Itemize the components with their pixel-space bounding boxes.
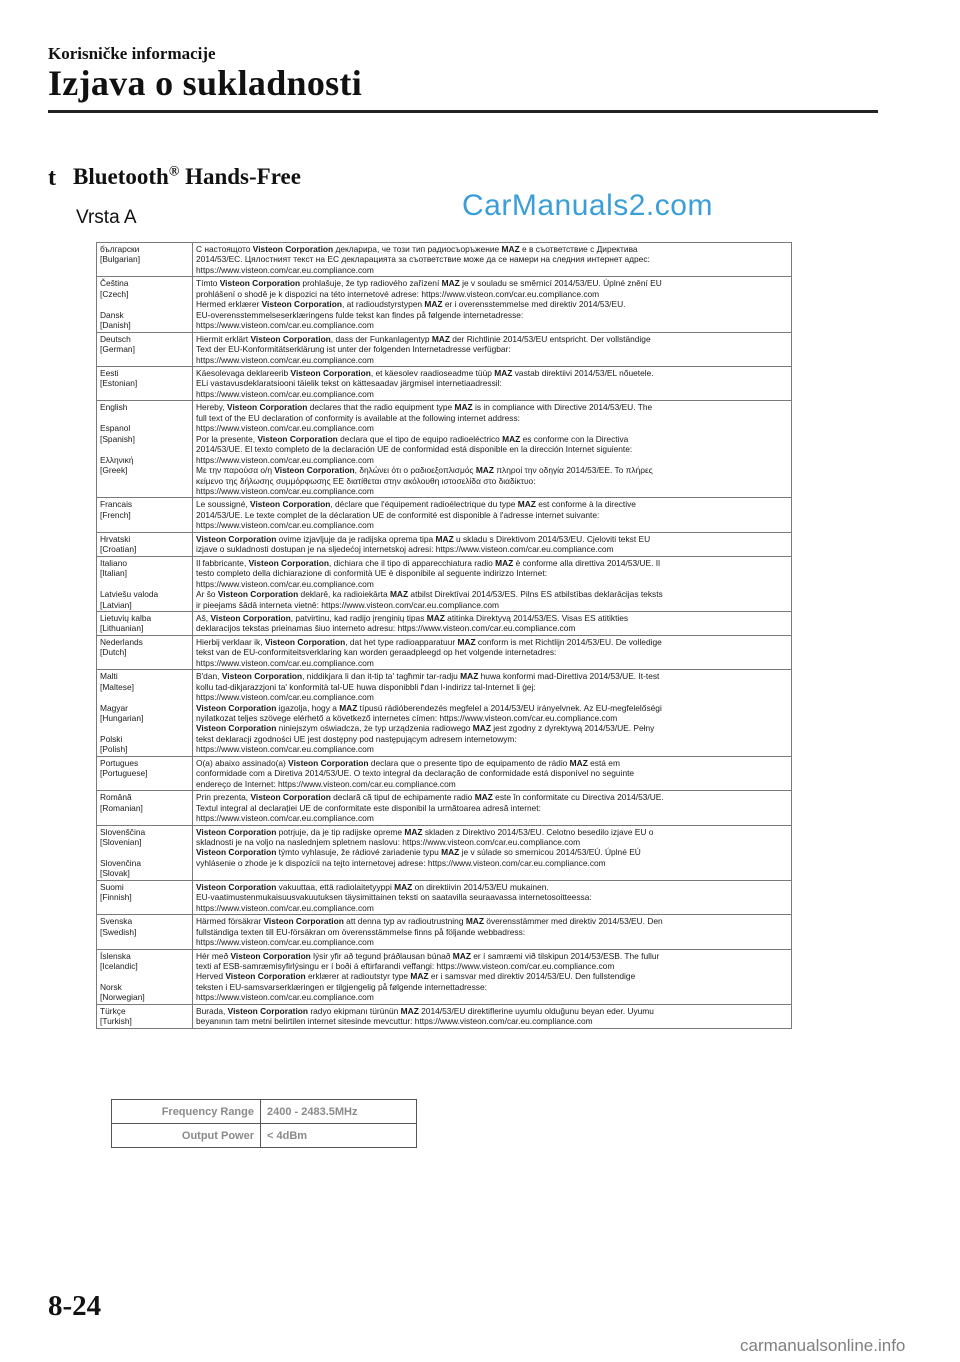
declaration-line: https://www.visteon.com/car.eu.compliance.com	[196, 657, 374, 668]
declaration-text-cell	[193, 670, 792, 757]
language-name: български	[100, 244, 140, 254]
declaration-line: Hereby, Visteon Corporation declares that the radio equipment type MAZ is in compliance with Directive 2014/53/EU. The	[196, 402, 653, 413]
declaration-line: κείμενο της δήλωσης συμμόρφωσης ΕΕ διατίθεται στην ακόλουθη ιστοσελίδα στο διαδίκτυο:	[196, 475, 536, 486]
type-subheading: Vrsta A	[76, 207, 137, 228]
declaration-line: 2014/53/UE. Le texte complet de la déclaration UE de conformité est disponible à l'adresse internet suivante:	[196, 509, 600, 520]
declaration-text-cell	[193, 277, 792, 332]
declaration-line: Hiermit erklärt Visteon Corporation, dass der Funkanlagentyp MAZ der Richtlinie 2014/53/EU entspricht. Der vollständige	[196, 333, 651, 344]
declaration-row	[97, 401, 792, 498]
language-code: [Romanian]	[100, 802, 143, 813]
language-name: Malti	[100, 671, 118, 682]
declaration-line: https://www.visteon.com/car.eu.compliance.com	[196, 485, 374, 496]
declaration-row	[97, 498, 792, 532]
declaration-text-cell	[193, 825, 792, 880]
declaration-text-cell	[193, 915, 792, 949]
language-code: [Polish]	[100, 744, 128, 755]
registered-mark: ®	[168, 164, 180, 180]
declaration-line: https://www.visteon.com/car.eu.compliance.com	[196, 264, 374, 275]
declaration-line: Visteon Corporation vakuuttaa, että radiolaitetyyppi MAZ on direktiivin 2014/53/EU mukainen.	[196, 881, 549, 892]
language-code: [Lithuanian]	[100, 623, 144, 634]
declaration-line: https://www.visteon.com/car.eu.compliance.com	[196, 937, 374, 948]
declaration-line: texti af ESB-samræmisyfirlýsingu er í boði á eftirfarandi veffangi: https://www.visteon.com/car.eu.compliance.com	[196, 961, 615, 971]
declaration-row	[97, 756, 792, 790]
language-code: [Dutch]	[100, 647, 127, 658]
declaration-text-cell	[193, 366, 792, 400]
spec-table	[111, 1099, 417, 1148]
declaration-line: Visteon Corporation potrjuje, da je tip radijske opreme MAZ skladen z Direktivo 2014/53/EU. Celotno besedilo izjave EU o	[196, 826, 654, 837]
spec-row-power	[112, 1124, 417, 1148]
language-cell	[97, 825, 193, 880]
declaration-line: nyilatkozat teljes szövege elérhető a következő internetes címen: https://www.visteon.com/car.eu.compliance.com	[196, 713, 618, 724]
language-code: [Czech]	[100, 288, 129, 299]
header-rule	[48, 110, 878, 113]
declaration-line: kollu tad-dikjarazzjoni ta' konformità tal-UE huwa disponibbli f'dan l-indirizz tal-Internet li ġej:	[196, 681, 536, 692]
declaration-row	[97, 277, 792, 332]
declaration-text-cell	[193, 498, 792, 532]
declaration-text-cell	[193, 611, 792, 635]
language-name: Italiano	[100, 557, 128, 568]
language-cell	[97, 1004, 193, 1028]
language-name: Latviešu valoda	[100, 589, 159, 600]
language-code: [Hungarian]	[100, 713, 144, 724]
declaration-line: Il fabbricante, Visteon Corporation, dichiara che il tipo di apparecchiatura radio MAZ è conforme alla direttiva 2014/53/UE. Il	[196, 557, 660, 568]
declaration-line: skladnosti je na voljo na naslednjem spletnem naslovu: https://www.visteon.com/car.eu.compliance.com	[196, 837, 581, 848]
language-name: Deutsch	[100, 333, 131, 344]
declaration-text-cell	[193, 556, 792, 611]
declaration-line: https://www.visteon.com/car.eu.compliance.com	[196, 320, 374, 331]
declaration-line: Aš, Visteon Corporation, patvirtinu, kad radijo įrenginių tipas MAZ atitinka Direktyvą 2014/53/ES. Visas ES atitikties	[196, 612, 629, 623]
language-code: [Danish]	[100, 320, 131, 331]
language-spacer	[100, 579, 189, 589]
language-code: [Turkish]	[100, 1016, 132, 1027]
language-code: [Italian]	[100, 568, 128, 579]
language-cell	[97, 556, 193, 611]
language-name: English	[100, 402, 128, 413]
declaration-text-cell	[193, 1004, 792, 1028]
declaration-line: EU-overensstemmelseserklæringens fulde tekst kan findes på følgende internetadresse:	[196, 309, 524, 320]
power-label: Output Power	[112, 1124, 261, 1148]
declaration-line: 2014/53/ЕС. Цялостният текст на ЕС декларацията за съответствие може да се намери на следния интернет адрес:	[196, 254, 650, 265]
declaration-line: Text der EU-Konformitätserklärung ist unter der folgenden Internetadresse verfügbar:	[196, 344, 511, 355]
declaration-line: 2014/53/UE. El texto completo de la declaración UE de conformidad está disponible en la dirección Internet siguiente:	[196, 444, 633, 455]
declaration-line: Ar šo Visteon Corporation deklarē, ka radioiekārta MAZ atbilst Direktīvai 2014/53/ES. Pilns ES atbilstības deklarācijas teksts	[196, 589, 663, 600]
declaration-text-cell	[193, 880, 792, 914]
language-spacer	[100, 444, 189, 454]
declaration-text-cell	[193, 791, 792, 825]
language-cell	[97, 277, 193, 332]
language-code: [Croatian]	[100, 544, 137, 555]
language-name: Slovenščina	[100, 826, 146, 837]
language-spacer	[100, 847, 189, 857]
declaration-line: https://www.visteon.com/car.eu.compliance.com	[196, 992, 374, 1003]
declaration-row	[97, 635, 792, 669]
declaration-line: Prin prezenta, Visteon Corporation declară că tipul de echipamente radio MAZ este în conformitate cu Directiva 2014/53/UE.	[196, 792, 664, 803]
language-code: [Finnish]	[100, 892, 132, 903]
language-cell	[97, 243, 193, 277]
watermark-top: CarManuals2.com	[462, 189, 713, 222]
declaration-row	[97, 243, 792, 277]
bluetooth-heading	[73, 164, 301, 190]
declaration-text-cell	[193, 949, 792, 1004]
language-code: [Spanish]	[100, 433, 135, 444]
declaration-line: Le soussigné, Visteon Corporation, déclare que l'équipement radioélectrique du type MAZ est conforme à la directive	[196, 499, 636, 510]
declaration-line: tekst deklaracji zgodności UE jest dostępny pod następującym adresem internetowym:	[196, 733, 517, 744]
language-name: Suomi	[100, 881, 124, 892]
declaration-line: Visteon Corporation igazolja, hogy a MAZ típusú rádióberendezés megfelel a 2014/53/EU irányelvnek. Az EU-megfelelőségi	[196, 702, 662, 713]
language-code: [Latvian]	[100, 599, 132, 610]
language-code: [Portuguese]	[100, 768, 148, 779]
language-cell	[97, 756, 193, 790]
declaration-text-cell	[193, 401, 792, 498]
declaration-text-cell	[193, 532, 792, 556]
declaration-line: testo completo della dichiarazione di conformità UE è disponibile al seguente indirizzo Internet:	[196, 568, 548, 579]
language-cell	[97, 670, 193, 757]
declaration-line: Visteon Corporation ovime izjavljuje da je radijska oprema tipa MAZ u skladu s Direktivom 2014/53/EU. Cjeloviti tekst EU	[196, 533, 651, 544]
language-code: [Icelandic]	[100, 961, 138, 971]
declaration-line: Με την παρούσα ο/η Visteon Corporation, δηλώνει ότι ο ραδιοεξοπλισμός MAZ πληροί την οδηγία 2014/53/ΕΕ. Το πλήρες	[196, 465, 653, 476]
language-code: [Bulgarian]	[100, 254, 141, 265]
declaration-line: https://www.visteon.com/car.eu.compliance.com	[196, 354, 374, 365]
language-cell	[97, 366, 193, 400]
declaration-line: https://www.visteon.com/car.eu.compliance.com	[196, 423, 374, 434]
declaration-line: ir pieejams šādā interneta vietnē: https://www.visteon.com/car.eu.compliance.com	[196, 599, 500, 610]
declaration-row	[97, 366, 792, 400]
frequency-label: Frequency Range	[112, 1100, 261, 1124]
language-name: Eesti	[100, 367, 119, 378]
heading-suffix: Hands-Free	[179, 164, 301, 189]
language-cell	[97, 611, 193, 635]
language-name: Dansk	[100, 309, 124, 320]
declaration-text-cell	[193, 332, 792, 366]
language-cell	[97, 401, 193, 498]
declaration-line: B'dan, Visteon Corporation, niddikjara li dan it-tip ta' tagħmir tar-radju MAZ huwa konformi mad-Direttiva 2014/53/UE. It-test	[196, 671, 660, 682]
declaration-line: Burada, Visteon Corporation radyo ekipmanı türünün MAZ 2014/53/EU direktiflerine uyumlu olduğunu beyan eder. Uyumu	[196, 1005, 654, 1016]
declaration-line: Visteon Corporation niniejszym oświadcza, że typ urządzenia radiowego MAZ jest zgodny z dyrektywą 2014/53/UE. Pełny	[196, 723, 655, 734]
declaration-row	[97, 915, 792, 949]
declaration-line: Käesolevaga deklareerib Visteon Corporation, et käesolev raadioseadme tüüp MAZ vastab direktiivi 2014/53/EL nõuetele.	[196, 367, 654, 378]
language-spacer	[100, 299, 189, 309]
declaration-line: Tímto Visteon Corporation prohlašuje, že typ radiového zařízení MAZ je v souladu se směrnicí 2014/53/EU. Úplné znění EU	[196, 278, 662, 289]
language-name: Română	[100, 792, 132, 803]
declaration-row	[97, 949, 792, 1004]
declaration-line: Hermed erklærer Visteon Corporation, at radioudstyrstypen MAZ er i overensstemmelse med direktiv 2014/53/EU.	[196, 299, 626, 310]
language-name: Portugues	[100, 757, 139, 768]
declaration-line: deklaracijos tekstas prieinamas šiuo interneto adresu: https://www.visteon.com/car.eu.compliance.com	[196, 623, 576, 634]
language-name: Slovenčina	[100, 857, 141, 868]
declaration-line: endereço de Internet: https://www.visteon.com/car.eu.compliance.com	[196, 778, 456, 789]
language-name: Svenska	[100, 916, 133, 927]
declaration-line: conformidade com a Diretiva 2014/53/UE. O texto integral da declaração de conformidade está disponível no seguinte	[196, 768, 635, 779]
declaration-line: Visteon Corporation týmto vyhlasuje, že rádiové zariadenie typu MAZ je v súlade so smernicou 2014/53/EÚ. Úplné EÚ	[196, 847, 641, 858]
language-code: [Swedish]	[100, 926, 137, 937]
declaration-row	[97, 611, 792, 635]
language-name: Polski	[100, 733, 123, 744]
declaration-row	[97, 556, 792, 611]
declaration-line: izjave o sukladnosti dostupan je na sljedećoj internetskoj adresi: https://www.visteon.com/car.eu.compliance.com	[196, 544, 614, 555]
language-name: Norsk	[100, 981, 122, 992]
declaration-row	[97, 332, 792, 366]
language-cell	[97, 915, 193, 949]
declaration-table-body	[97, 243, 792, 1029]
language-name: Íslenska	[100, 950, 131, 961]
language-spacer	[100, 971, 189, 981]
language-code: [Slovenian]	[100, 837, 142, 848]
language-name: Türkçe	[100, 1005, 126, 1016]
language-code: [Norwegian]	[100, 992, 145, 1003]
declaration-line: full text of the EU declaration of conformity is available at the following internet address:	[196, 412, 521, 423]
declaration-line: teksten i EU-samsvarserklæringen er tilgjengelig på følgende internettadresse:	[196, 981, 487, 992]
declaration-line: Hierbij verklaar ik, Visteon Corporation, dat het type radioapparatuur MAZ conform is met Richtlijn 2014/53/EU. De volledige	[196, 636, 662, 647]
declaration-table	[96, 242, 792, 1029]
declaration-text-cell	[193, 635, 792, 669]
declaration-text-cell	[193, 756, 792, 790]
bullet-marker: t	[48, 165, 56, 191]
language-cell	[97, 791, 193, 825]
declaration-text-cell	[193, 243, 792, 277]
language-name: Čeština	[100, 278, 129, 289]
declaration-line: beyanının tam metni belirtilen internet sitesinde mevcuttur: https://www.visteon.com/car.eu.compliance.com	[196, 1016, 593, 1027]
declaration-line: prohlášení o shodě je k dispozici na této internetové adrese: https://www.visteon.com/car.eu.compliance.com	[196, 288, 600, 299]
declaration-line: Por la presente, Visteon Corporation declara que el tipo de equipo radioeléctrico MAZ es conforme con la Directiva	[196, 433, 629, 444]
declaration-line: Herved Visteon Corporation erklærer at radioutstyr type MAZ er i samsvar med direktiv 2014/53/EU. Den fullstendige	[196, 971, 636, 982]
declaration-row	[97, 670, 792, 757]
watermark-bottom: carmanualsonline.info	[740, 1336, 906, 1355]
declaration-line: tekst van de EU-conformiteitsverklaring kan worden geraadpleegd op het volgende internetadres:	[196, 647, 557, 658]
language-spacer	[100, 413, 189, 423]
declaration-line: https://www.visteon.com/car.eu.compliance.com	[196, 692, 374, 703]
language-spacer	[100, 692, 189, 702]
language-code: [Maltese]	[100, 681, 134, 692]
declaration-row	[97, 532, 792, 556]
declaration-line: https://www.visteon.com/car.eu.compliance.com	[196, 744, 374, 755]
declaration-row	[97, 791, 792, 825]
language-cell	[97, 498, 193, 532]
declaration-row	[97, 1004, 792, 1028]
declaration-line: Textul integral al declarației UE de conformitate este disponibil la următoarea adresă internet:	[196, 802, 541, 813]
page-title: Izjava o sukladnosti	[48, 63, 363, 103]
page-number: 8-24	[48, 1290, 102, 1322]
declaration-line: fullständiga texten till EU-försäkran om överensstämmelse finns på följande webbadress:	[196, 926, 526, 937]
declaration-line: vyhlásenie o zhode je k dispozícii na tejto internetovej adrese: https://www.visteon.com/car.eu.compliance.com	[196, 857, 606, 868]
declaration-line: https://www.visteon.com/car.eu.compliance.com	[196, 454, 374, 465]
declaration-line: https://www.visteon.com/car.eu.compliance.com	[196, 388, 374, 399]
language-cell	[97, 532, 193, 556]
declaration-line: EU-vaatimustenmukaisuusvakuutuksen täysimittainen teksti on saatavilla seuraavassa internetosoitteessa:	[196, 892, 592, 903]
language-code: [Slovak]	[100, 868, 130, 879]
language-code: [Greek]	[100, 465, 128, 476]
language-cell	[97, 949, 193, 1004]
heading-text: Bluetooth	[73, 164, 169, 189]
declaration-line: Härmed försäkrar Visteon Corporation att denna typ av radioutrustning MAZ överensstämmer med direktiv 2014/53/EU. Den	[196, 916, 663, 927]
spec-row-frequency	[112, 1100, 417, 1124]
language-code: [French]	[100, 509, 131, 520]
section-label: Korisničke informacije	[48, 44, 216, 63]
language-cell	[97, 635, 193, 669]
declaration-line: O(a) abaixo assinado(a) Visteon Corporation declara que o presente tipo de equipamento de rádio MAZ está em	[196, 757, 620, 768]
language-cell	[97, 332, 193, 366]
power-value: < 4dBm	[261, 1124, 417, 1148]
frequency-value: 2400 - 2483.5MHz	[261, 1100, 417, 1124]
language-name: Nederlands	[100, 636, 143, 647]
declaration-row	[97, 880, 792, 914]
language-name: Espanol	[100, 423, 131, 434]
language-name: Lietuvių kalba	[100, 612, 152, 623]
declaration-line: https://www.visteon.com/car.eu.compliance.com	[196, 520, 374, 531]
language-code: [German]	[100, 344, 135, 355]
declaration-line: https://www.visteon.com/car.eu.compliance.com	[196, 813, 374, 824]
language-name: Francais	[100, 499, 133, 510]
language-code: [Estonian]	[100, 378, 138, 389]
declaration-line: ELi vastavusdeklaratsiooni täielik tekst on kättesaadav järgmisel internetiaadressil:	[196, 378, 502, 389]
declaration-row	[97, 825, 792, 880]
declaration-line: Hér með Visteon Corporation lýsir yfir að tegund þráðlausan búnað MAZ er í samræmi við tilskipun 2014/53/ESB. The fullur	[196, 950, 660, 961]
declaration-line: https://www.visteon.com/car.eu.compliance.com	[196, 578, 374, 589]
declaration-line: С настоящото Visteon Corporation декларира, че този тип радиосъоръжение MAZ е в съответствие с Директива	[196, 244, 638, 254]
declaration-line: https://www.visteon.com/car.eu.compliance.com	[196, 902, 374, 913]
language-name: Hrvatski	[100, 533, 131, 544]
language-name: Ελληνική	[100, 454, 134, 465]
language-spacer	[100, 723, 189, 733]
language-name: Magyar	[100, 702, 128, 713]
language-cell	[97, 880, 193, 914]
